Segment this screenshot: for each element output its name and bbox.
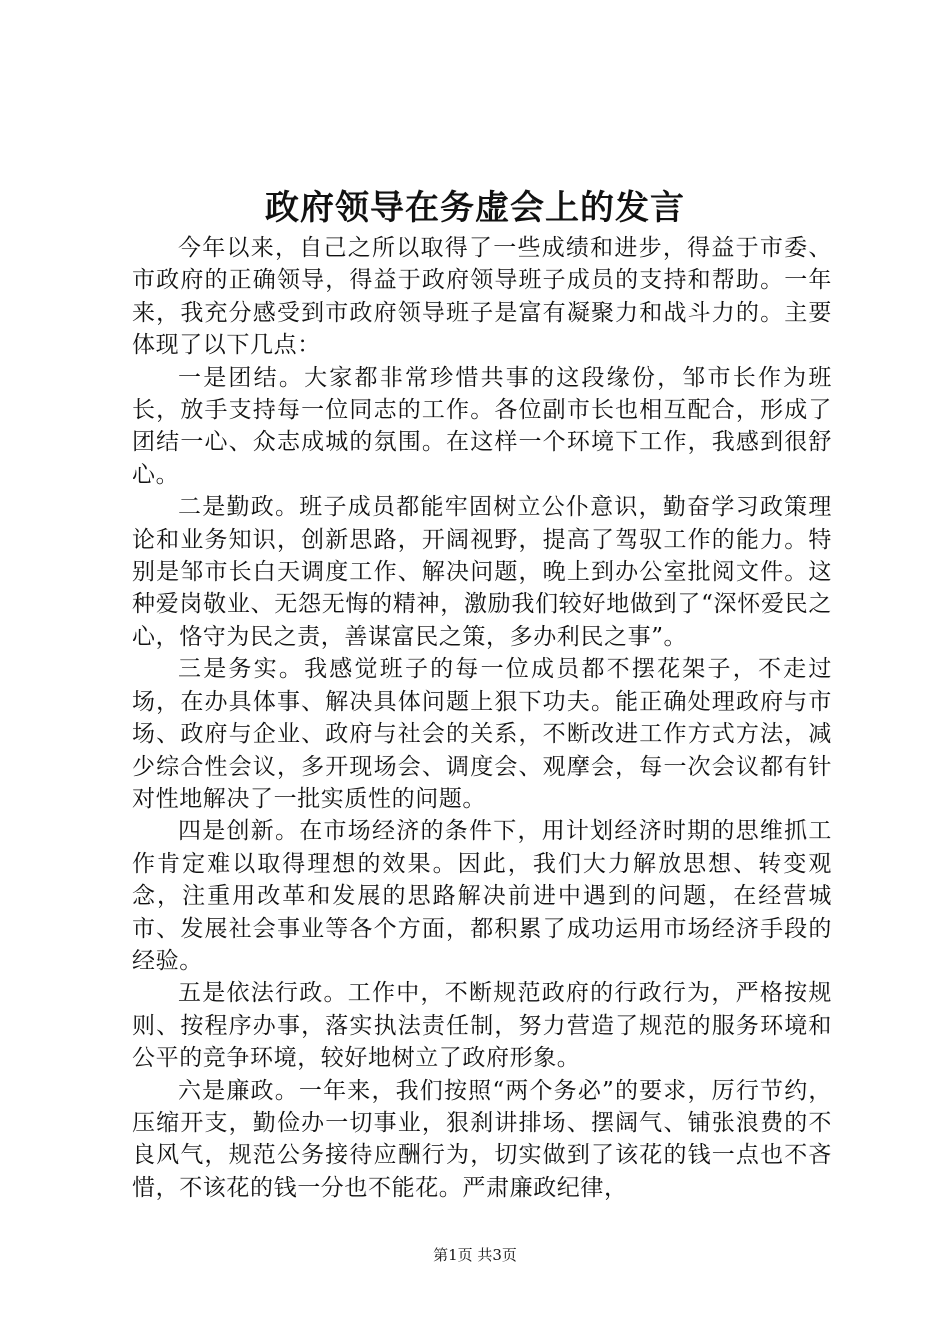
document-body	[132, 232, 832, 1204]
paragraph-intro: 今年以来，自己之所以取得了一些成绩和进步，得益于市委、市政府的正确领导，得益于政府领导班子成员的支持和帮助。一年来，我充分感受到市政府领导班子是富有凝聚力和战斗力的。主要体现了以下几点：	[132, 235, 832, 359]
paragraph-diligence: 二是勤政。班子成员都能牢固树立公仆意识，勤奋学习政策理论和业务知识，创新思路，开阔视野，提高了驾驭工作的能力。特别是邹市长白天调度工作、解决问题，晚上到办公室批阅文件。这种爱岗敬业、无怨无悔的精神，激励我们较好地做到了“深怀爱民之心，恪守为民之责，善谋富民之策，多办利民之事”。	[132, 494, 832, 650]
paragraph-innovation: 四是创新。在市场经济的条件下，用计划经济时期的思维抓工作肯定难以取得理想的效果。因此，我们大力解放思想、转变观念，注重用改革和发展的思路解决前进中遇到的问题，在经营城市、发展社会事业等各个方面，都积累了成功运用市场经济手段的经验。	[132, 818, 832, 974]
paragraph-rule-of-law: 五是依法行政。工作中，不断规范政府的行政行为，严格按规则、按程序办事，落实执法责任制，努力营造了规范的服务环境和公平的竞争环境，较好地树立了政府形象。	[132, 980, 832, 1072]
paragraph-unity: 一是团结。大家都非常珍惜共事的这段缘份，邹市长作为班长，放手支持每一位同志的工作。各位副市长也相互配合，形成了团结一心、众志成城的氛围。在这样一个环境下工作，我感到很舒心。	[132, 364, 832, 488]
page-number-footer: 第1页 共3页	[433, 1246, 517, 1264]
paragraph-pragmatism: 三是务实。我感觉班子的每一位成员都不摆花架子，不走过场，在办具体事、解决具体问题上狠下功夫。能正确处理政府与市场、政府与企业、政府与社会的关系，不断改进工作方式方法，减少综合性会议，多开现场会、调度会、观摩会，每一次会议都有针对性地解决了一批实质性的问题。	[132, 656, 832, 812]
document-title: 政府领导在务虚会上的发言	[265, 188, 685, 228]
paragraph-integrity: 六是廉政。一年来，我们按照“两个务必”的要求，厉行节约，压缩开支，勤俭办一切事业，狠刹讲排场、摆阔气、铺张浪费的不良风气，规范公务接待应酬行为，切实做到了该花的钱一点也不吝惜，不该花的钱一分也不能花。严肃廉政纪律，	[132, 1077, 832, 1201]
